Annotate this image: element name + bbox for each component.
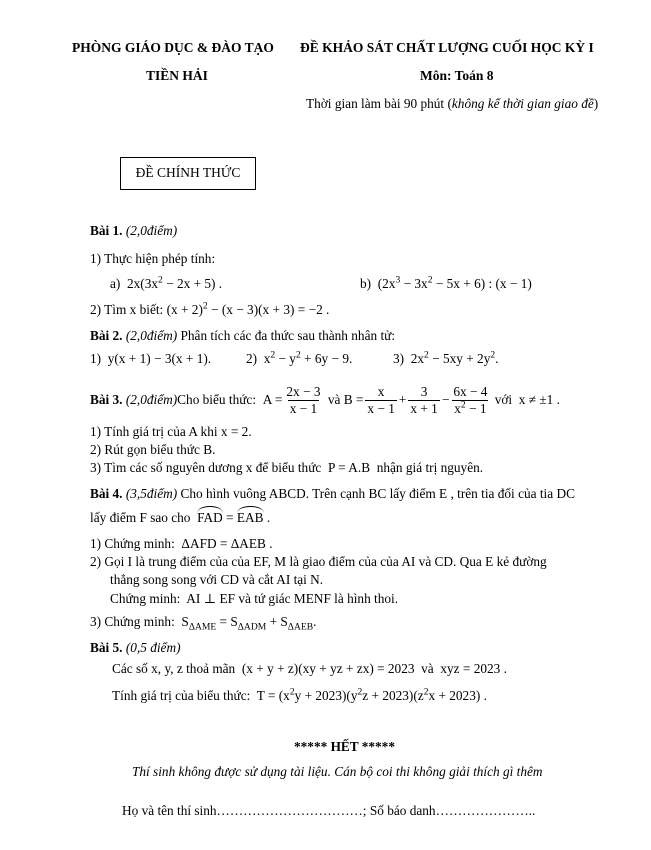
fraction-B2: $\frac{3}{x + 1}$ <box>410 384 438 416</box>
expr-A: A = <box>262 391 283 407</box>
bai4-q2-line1: 2) Gọi I là trung điểm của của EF, M là giao điểm của của AI và CD. Qua E kẻ đường <box>90 554 547 569</box>
official-exam-box: ĐỀ CHÍNH THỨC <box>120 157 256 190</box>
angle-EAB: EAB <box>236 510 264 525</box>
time-limit: Thời gian làm bài 90 phút (không kể thời gian giao đề) <box>306 96 599 111</box>
bai1-heading: Bài 1. (2,0điểm) <box>90 223 178 238</box>
bai4-q3: 3) Chứng minh: $S_{\Delta AME} = S_{\Delta ADM} + S_{\Delta AEB}$. <box>90 614 317 633</box>
bai5-line1: Các số x, y, z thoả mãn (x + y + z)(xy + yz + zx) = 2023 và xyz = 2023 . <box>112 661 507 676</box>
bai2-q1: 1) y(x + 1) − 3(x + 1). <box>90 351 212 366</box>
bai2-q3: 3) $2x^2 - 5xy + 2y^2$. <box>393 349 499 366</box>
bai4-heading: Bài 4. (3,5điểm) Cho hình vuông ABCD. Trên cạnh BC lấy điểm E , trên tia đối của tia DC <box>90 486 575 501</box>
math-expr: $(x + 2)^2 - (x - 3)(x + 3) = -2$ . <box>166 300 330 317</box>
department-name: PHÒNG GIÁO DỤC & ĐÀO TẠO <box>72 40 274 55</box>
bai2-heading: Bài 2. (2,0điểm) Phân tích các đa thức sau thành nhân tử: <box>90 328 396 343</box>
bai4-q1: 1) Chứng minh: ΔAFD = ΔAEB . <box>90 536 273 551</box>
bai1-q1b: b) $(2x^3 - 3x^2 - 5x + 6)$ : (x − 1) <box>360 274 532 291</box>
fraction-B3: $\frac{6x - 4}{x^2 - 1}$ <box>453 384 488 416</box>
bai1-q1a: a) $2x(3x^2 - 2x + 5)$ . <box>110 274 223 291</box>
subject-label: Môn: Toán 8 <box>420 68 494 83</box>
bai3-q1: 1) Tính giá trị của A khi x = 2. <box>90 424 252 439</box>
math-expr: $2x(3x^2 - 2x + 5)$ . <box>127 274 223 291</box>
bai4-q2-line2: thẳng song song với CD và cắt AI tại N. <box>110 572 324 587</box>
exam-title: ĐỀ KHẢO SÁT CHẤT LƯỢNG CUỐI HỌC KỲ I <box>300 40 594 55</box>
fraction-A: $\frac{2x - 3}{x - 1}$ <box>286 384 321 416</box>
bai1-q1: 1) Thực hiện phép tính: <box>90 251 216 266</box>
bai5-line2: Tính giá trị của biểu thức: $T = (x^2y + 2023)(y^2z + 2023)(z^2x + 2023)$ . <box>112 686 487 703</box>
end-marker: ***** HẾT ***** <box>294 739 395 754</box>
bai3-q2: 2) Rút gọn biểu thức B. <box>90 442 216 457</box>
bai5-heading: Bài 5. (0,5 điểm) <box>90 640 181 655</box>
math-expr: $(2x^3 - 3x^2 - 5x + 6)$ : (x − 1) <box>377 274 532 291</box>
expr-B: B = <box>343 391 364 407</box>
district-name: TIỀN HẢI <box>146 68 208 83</box>
bai1-q2: 2) Tìm x biết: $(x + 2)^2 - (x - 3)(x + 3) = -2$ . <box>90 300 330 317</box>
candidate-info-line: Họ và tên thí sinh……………………………; Số báo danh………………….. <box>122 803 536 818</box>
bai2-q2: 2) $x^2 - y^2 + 6y - 9$. <box>246 349 353 366</box>
bai4-q2-line3: Chứng minh: AI ⊥ EF và tứ giác MENF là hình thoi. <box>110 591 399 606</box>
bai4-line2: lấy điểm F sao cho FAD = EAB . <box>90 510 271 525</box>
bai3-q3: 3) Tìm các số nguyên dương x để biểu thức P = A.B nhận giá trị nguyên. <box>90 460 484 475</box>
fraction-B1: $\frac{x}{x - 1}$ <box>367 384 395 416</box>
exam-rules-note: Thí sinh không được sử dụng tài liệu. Cán bộ coi thi không giải thích gì thêm <box>132 764 543 779</box>
bai3-heading: Bài 3. (2,0điểm) Cho biểu thức: A = $\frac{2x - 3}{x - 1}$ và B = $\frac{x}{x - 1}$ + $\frac{3}{x + 1}$ − $\frac{6x - 4}{x^2 - 1}$ với x ≠ ±1 . <box>90 384 560 416</box>
angle-FAD: FAD <box>197 510 223 525</box>
